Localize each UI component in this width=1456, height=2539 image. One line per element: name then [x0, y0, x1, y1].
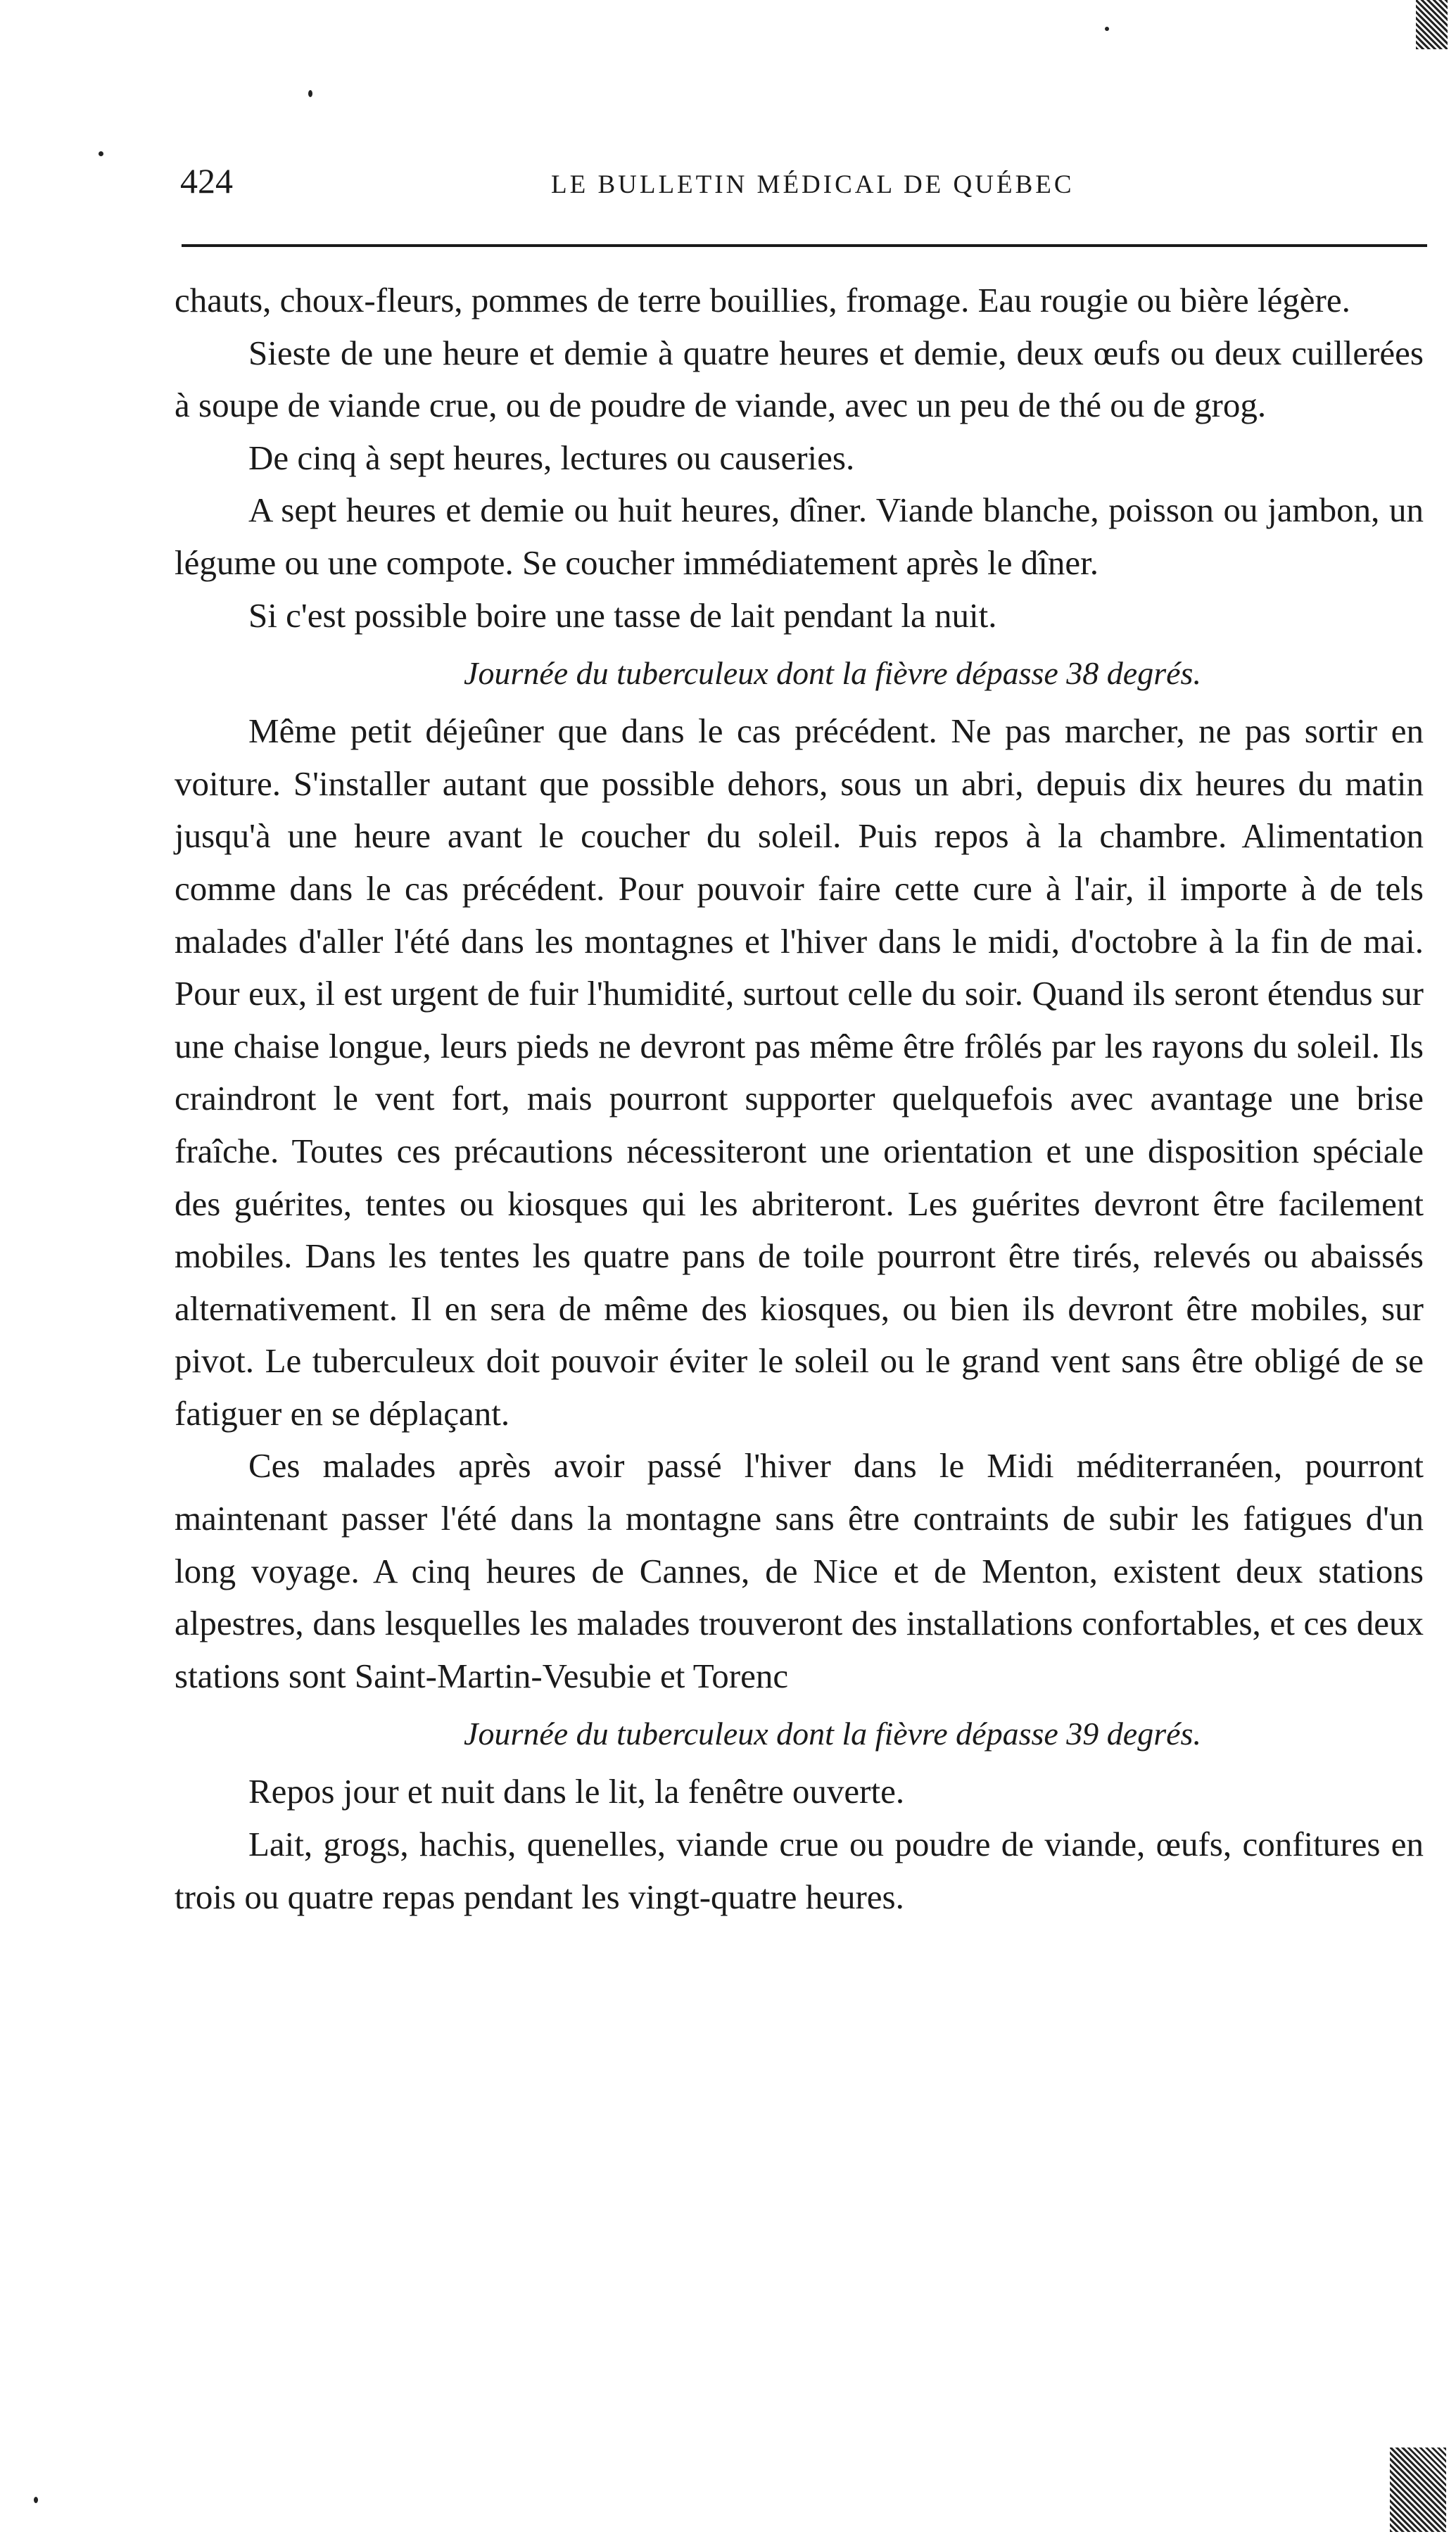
- journal-title: LE BULLETIN MÉDICAL DE QUÉBEC: [551, 170, 1075, 199]
- paragraph-stations: Ces malades après avoir passé l'hiver dans le Midi méditerranéen, pourront maintenant passer l'été dans la montagne sans être contraints de subir les fatigues d'un long voyage. A cinq heures de Cannes, de Nice et de Menton, existent deux stations alpestres, dans lesquelles les malades trouveront des installations confortables, et ces deux stations sont Saint-Martin-Vesubie et Torenc: [175, 1446, 1424, 1695]
- paragraph-diner: A sept heures et demie ou huit heures, dîner. Viande blanche, poisson ou jambon, un légume ou une compote. Se coucher immédiatement après le dîner.: [175, 490, 1424, 582]
- section-heading-39: Journée du tuberculeux dont la fièvre dépasse 39 degrés.: [464, 1716, 1201, 1752]
- header-rule: [182, 244, 1427, 247]
- paragraph-lectures: De cinq à sept heures, lectures ou causeries.: [248, 438, 855, 477]
- paragraph-cure-air: Même petit déjeûner que dans le cas précédent. Ne pas marcher, ne pas sortir en voiture. S'installer autant que possible dehors, sous un abri, depuis dix heures du matin jusqu'à une heure avant le coucher du soleil. Puis repos à la chambre. Alimentation comme dans le cas précédent. Pour pouvoir faire cette cure à l'air, il importe à de tels malades d'aller l'été dans les montagnes et l'hiver dans le midi, d'octobre à la fin de mai. Pour eux, il est urgent de fuir l'humidité, surtout celle du soir. Quand ils seront étendus sur une chaise longue, leurs pieds ne devront pas même être frôlés par les rayons du soleil. Ils craindront le vent fort, mais pourront supporter quelquefois avec avantage une brise fraîche. Toutes ces précautions nécessiteront une orientation et une disposition spéciale des guérites, tentes ou kiosques qui les abriteront. Les guérites devront être facilement mobiles. Dans les tentes les quatre pans de toile pourront être tirés, relevés ou abaissés alternativement. Il en sera de même des kiosques, ou bien ils devront être mobiles, sur pivot. Le tuberculeux doit pouvoir éviter le soleil ou le grand vent sans être obligé de se fatiguer en se déplaçant.: [175, 711, 1424, 1433]
- paragraph-repos: Repos jour et nuit dans le lit, la fenêtre ouverte.: [248, 1772, 905, 1811]
- paragraph-continuation: chauts, choux-fleurs, pommes de terre bouillies, fromage. Eau rougie ou bière légère.: [175, 281, 1350, 319]
- scan-edge-mark: [1390, 2448, 1446, 2532]
- paragraph-alimentation: Lait, grogs, hachis, quenelles, viande crue ou poudre de viande, œufs, confitures en trois ou quatre repas pendant les vingt-quatre heures.: [175, 1825, 1424, 1916]
- running-head: [175, 156, 1427, 205]
- paragraph-sieste: Sieste de une heure et demie à quatre heures et demie, deux œufs ou deux cuillerées à soupe de viande crue, ou de poudre de viande, avec un peu de thé ou de grog.: [175, 333, 1424, 425]
- section-heading-38: Journée du tuberculeux dont la fièvre dépasse 38 degrés.: [464, 655, 1201, 692]
- scan-speck: [1105, 27, 1109, 31]
- page-number: 424: [180, 161, 233, 201]
- scan-speck: [99, 151, 103, 156]
- scan-speck: [34, 2497, 38, 2503]
- article-body: [175, 274, 1424, 1923]
- scan-edge-mark: [1416, 0, 1448, 49]
- paragraph-lait: Si c'est possible boire une tasse de lait pendant la nuit.: [248, 595, 997, 635]
- scan-speck: [308, 90, 312, 97]
